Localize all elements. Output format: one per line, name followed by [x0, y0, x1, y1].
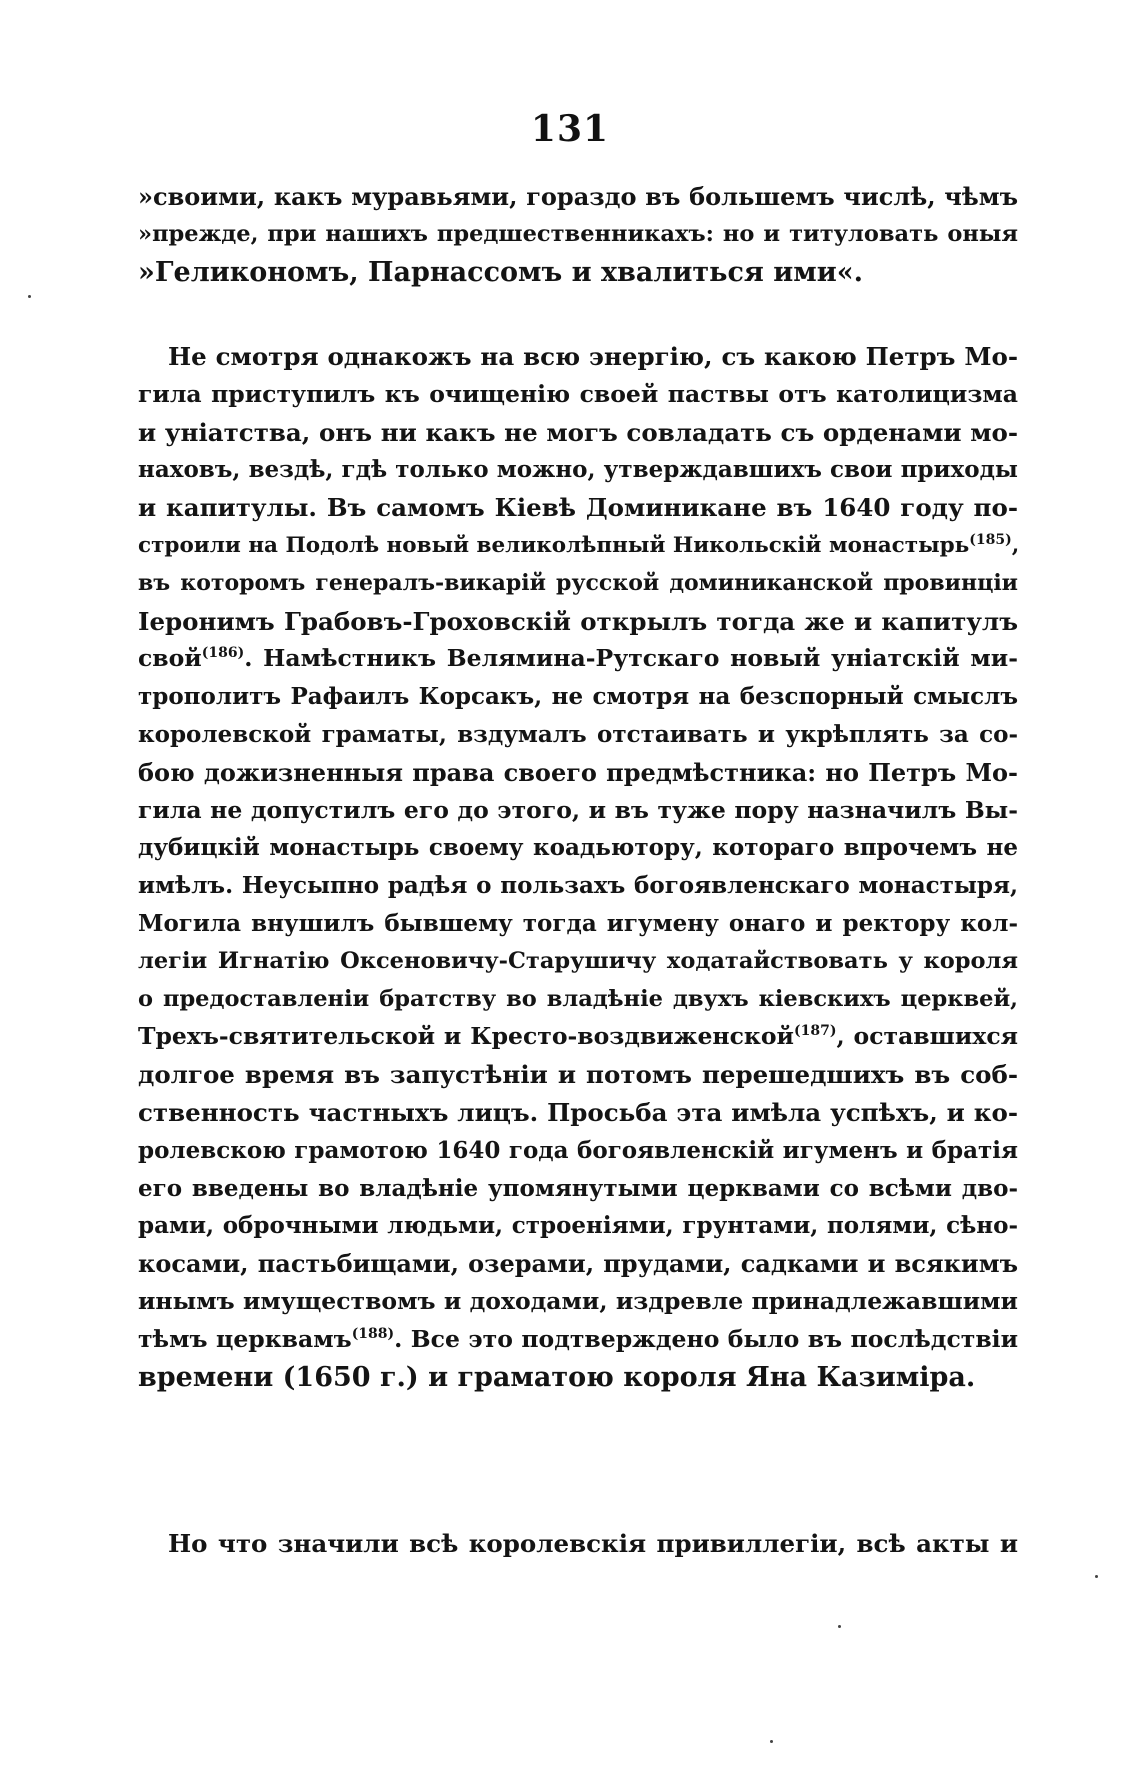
text-line: трополитъ Рафаилъ Корсакъ, не смотря на безспорный смыслъ [138, 683, 1018, 711]
scan-speck [838, 1625, 841, 1628]
text-line: Трехъ-святительской и Кресто-воздвиженской$^{(187)}$, оставшихся [138, 1022, 1018, 1051]
text-line: королевской граматы, вздумалъ отстаивать и укрѣплять за со- [138, 720, 1018, 748]
text-line: долгое время въ запустѣніи и потомъ перешедшихъ въ соб- [138, 1060, 1018, 1090]
quotation-paragraph [138, 178, 1018, 291]
text-line: легіи Игнатію Оксеновичу-Старушичу ходатайствовать у короля [138, 947, 1018, 974]
footnote-ref-187[interactable]: (187) [793, 1023, 837, 1040]
text-line: »Геликономъ, Парнассомъ и хвалиться ими«. [138, 256, 864, 288]
text-line: Могила внушилъ бывшему тогда игумену онаго и ректору кол- [138, 909, 1018, 937]
text-line: Не смотря однакожъ на всю энергію, съ какою Петръ Мо- [168, 342, 1018, 371]
text-line: »своими, какъ муравьями, гораздо въ большемъ числѣ, чѣмъ [138, 182, 1018, 211]
text-line: Іеронимъ Грабовъ-Гроховскій открылъ тогда же и капитулъ [138, 606, 1018, 636]
text-line: его введены во владѣніе упомянутыми церквами со всѣми дво- [138, 1174, 1018, 1202]
text-line: въ которомъ генералъ-викарій русской доминиканской провинціи [138, 569, 1018, 596]
text-line: »прежде, при нашихъ предшественникахъ: но и титуловать оныя [138, 220, 1018, 247]
footnote-ref-188[interactable]: (188) [351, 1325, 395, 1342]
scan-speck [28, 295, 31, 298]
text-line: наховъ, вездѣ, гдѣ только можно, утверждавшихъ свои приходы [138, 456, 1018, 484]
body-paragraph [138, 338, 1018, 1396]
text-line: времени (1650 г.) и граматою короля Яна Казиміра. [138, 1361, 976, 1393]
page-number: 131 [530, 108, 610, 150]
text-line: строили на Подолѣ новый великолѣпный Никольскій монастырь$^{(185)}$, [138, 531, 1020, 558]
text-line: свой$^{(186)}$. Намѣстникъ Велямина-Рутскаго новый уніатскій ми- [138, 644, 1018, 673]
closing-paragraph [138, 1525, 1018, 1563]
scan-speck [770, 1740, 773, 1743]
text-line: и уніатства, онъ ни какъ не могъ совладать съ орденами мо- [138, 417, 1018, 447]
text-line: рами, оброчными людьми, строеніями, грунтами, полями, сѣно- [138, 1212, 1018, 1240]
text-line: и капитулы. Въ самомъ Кіевѣ Доминикане въ 1640 году по- [138, 493, 1018, 523]
text-line: гила не допустилъ его до этого, и въ туже пору назначилъ Вы- [138, 795, 1018, 824]
text-line: ственность частныхъ лицъ. Просьба эта имѣла успѣхъ, и ко- [138, 1097, 1018, 1127]
text-line: тѣмъ церквамъ$^{(188)}$. Все это подтверждено было въ послѣдствіи [138, 1324, 1019, 1353]
text-line: инымъ имуществомъ и доходами, издревле принадлежавшими [138, 1286, 1018, 1315]
footnote-ref-186[interactable]: (186) [201, 645, 245, 662]
text-line: косами, пастьбищами, озерами, прудами, садками и всякимъ [138, 1249, 1018, 1279]
text-line: дубицкій монастырь своему коадьютору, котораго впрочемъ не [138, 834, 1018, 862]
scan-speck [1095, 1575, 1098, 1578]
text-line: Но что значили всѣ королевскія привиллегіи, всѣ акты и [168, 1529, 1018, 1558]
text-line: ролевскою грамотою 1640 года богоявленскій игуменъ и братія [138, 1136, 1018, 1164]
text-line: имѣлъ. Неусыпно радѣя о пользахъ богоявленскаго монастыря, [138, 872, 1018, 900]
text-line: бою дожизненныя права своего предмѣстника: но Петръ Мо- [138, 757, 1018, 787]
footnote-ref-185[interactable]: (185) [969, 531, 1012, 548]
text-line: гила приступилъ къ очищенію своей паствы отъ католицизма [138, 379, 1018, 408]
text-line: о предоставленіи братству во владѣніе двухъ кіевскихъ церквей, [138, 985, 1018, 1012]
